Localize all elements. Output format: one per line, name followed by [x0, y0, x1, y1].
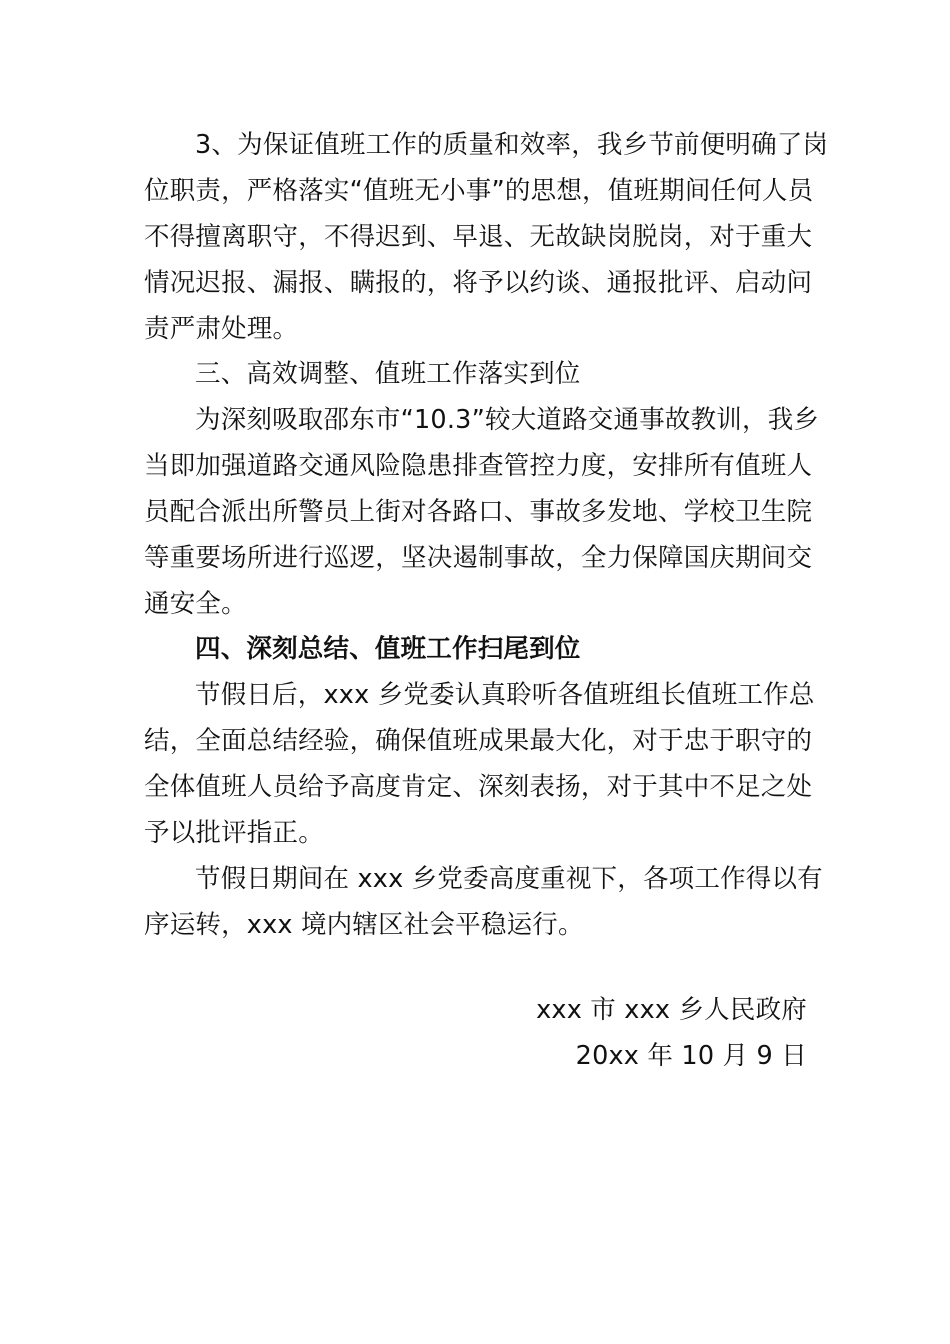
paragraph-line: 情况迟报、漏报、瞒报的，将予以约谈、通报批评、启动问: [144, 268, 813, 298]
paragraph-line: 位职责，严格落实“值班无小事”的思想，值班期间任何人员: [144, 176, 814, 206]
paragraph-line: 节假日期间在 xxx 乡党委高度重视下，各项工作得以有: [195, 864, 823, 894]
paragraph-line: 全体值班人员给予高度肯定、深刻表扬，对于其中不足之处: [144, 772, 813, 802]
paragraph-line: 员配合派出所警员上街对各路口、事故多发地、学校卫生院: [144, 497, 813, 527]
paragraph-line: 不得擅离职守，不得迟到、早退、无故缺岗脱岗，对于重大: [144, 222, 813, 252]
paragraph-line: 为深刻吸取邵东市“10.3”较大道路交通事故教训，我乡: [195, 405, 820, 435]
paragraph-line: 予以批评指正。: [144, 818, 324, 848]
signature-date: 20xx 年 10 月 9 日: [575, 1041, 807, 1071]
paragraph-line: 节假日后，xxx 乡党委认真聆听各值班组长值班工作总: [195, 680, 815, 710]
paragraph-line: 等重要场所进行巡逻，坚决遏制事故，全力保障国庆期间交: [144, 543, 813, 573]
section-heading: 四、深刻总结、值班工作扫尾到位: [195, 634, 581, 664]
paragraph-line: 结，全面总结经验，确保值班成果最大化，对于忠于职守的: [144, 726, 813, 756]
paragraph-line: 通安全。: [144, 589, 247, 619]
paragraph-line: 责严肃处理。: [144, 314, 299, 344]
section-heading: 三、高效调整、值班工作落实到位: [195, 359, 581, 389]
paragraph-line: 3、为保证值班工作的质量和效率，我乡节前便明确了岗: [195, 130, 829, 160]
paragraph-line: 序运转，xxx 境内辖区社会平稳运行。: [144, 910, 584, 940]
paragraph-line: 当即加强道路交通风险隐患排查管控力度，安排所有值班人: [144, 451, 813, 481]
signature-organization: xxx 市 xxx 乡人民政府: [536, 995, 807, 1025]
